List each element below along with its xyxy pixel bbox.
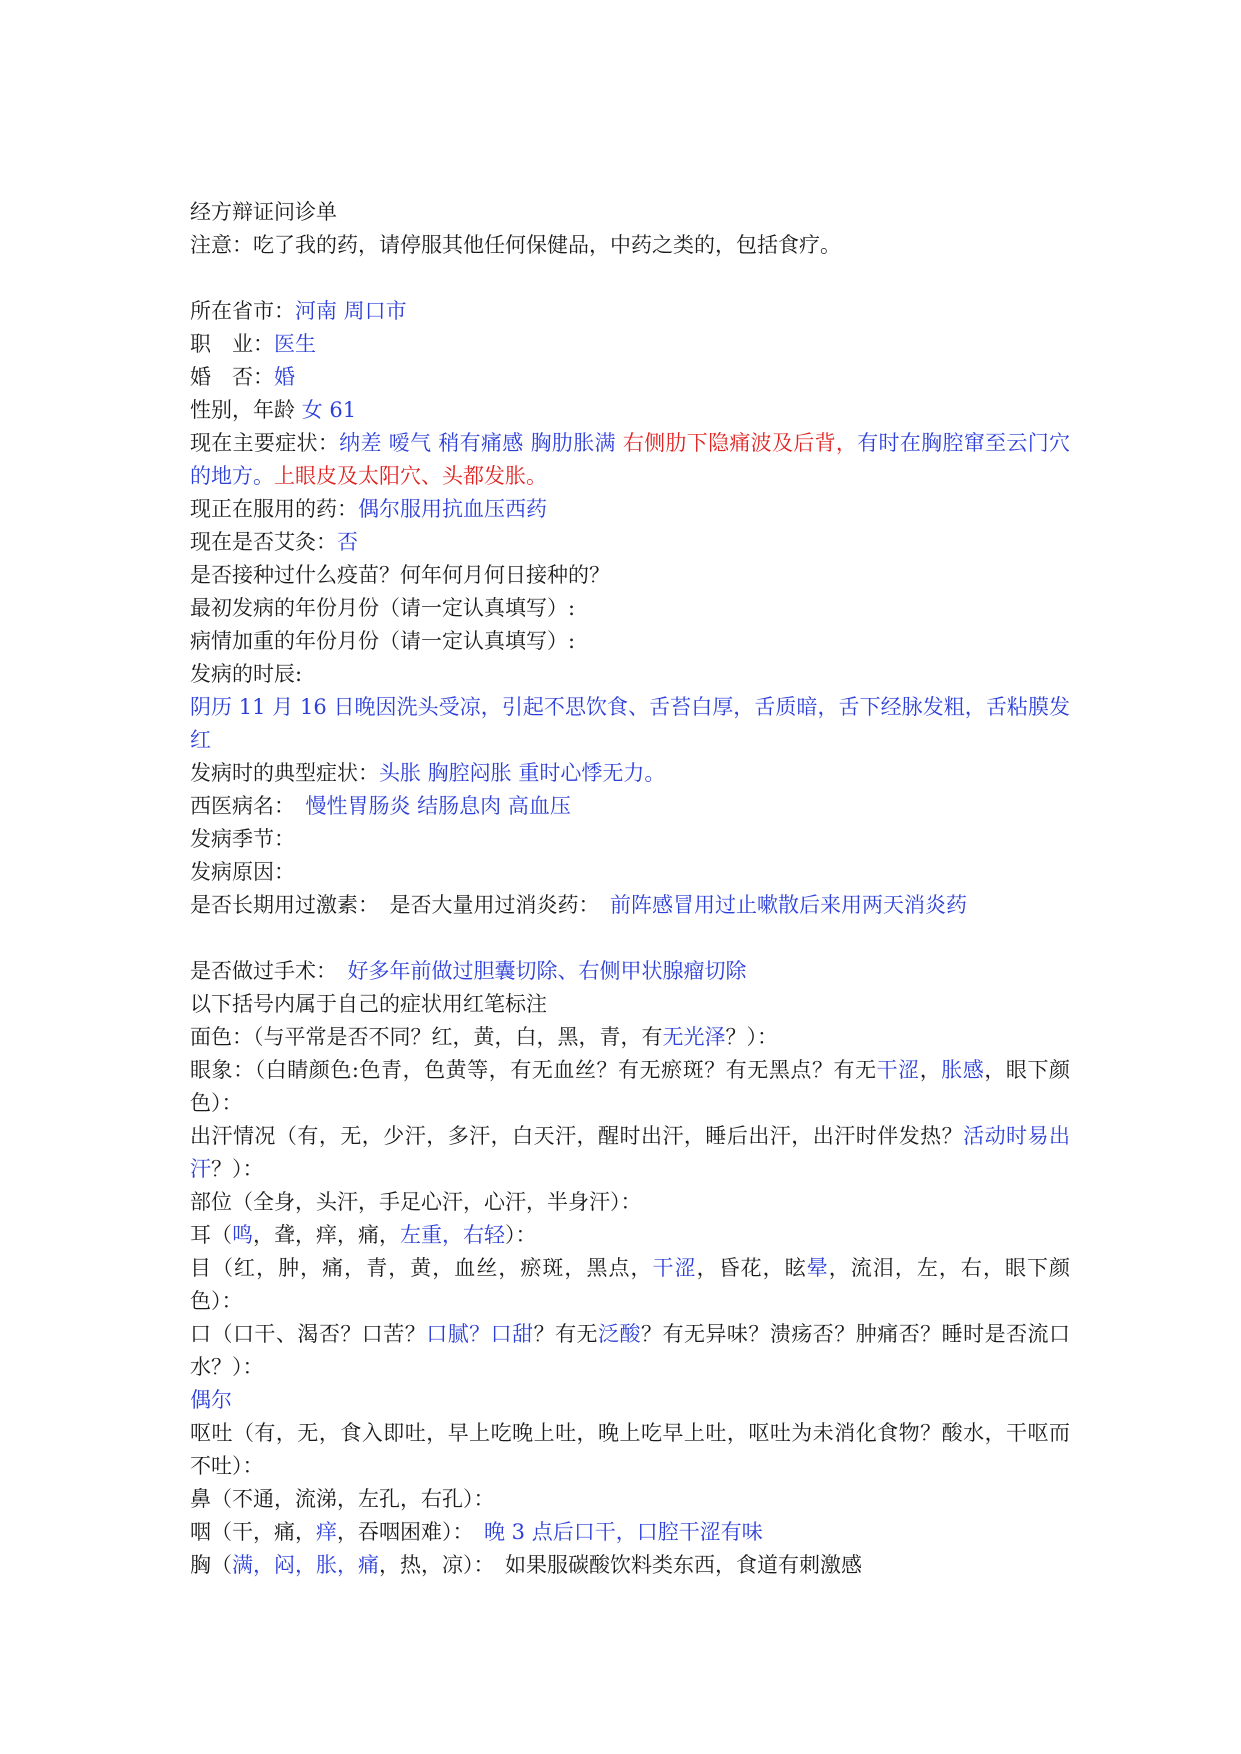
- question-text: 眼象：（白睛颜色:色青，色黄等，有无血丝？有无瘀斑？有无黑点？有无: [190, 1058, 877, 1082]
- question-text: ？）：: [211, 1157, 264, 1181]
- form-line: [190, 988, 1070, 1021]
- question-text: 鼻（不通，流涕，左孔，右孔）：: [190, 1487, 495, 1511]
- answer-text: 满，闷，胀，痛: [232, 1553, 379, 1577]
- answer-text: 纳差 嗳气 稍有痛感 胸肋胀满: [339, 431, 623, 455]
- blank-line: [190, 262, 1070, 295]
- question-text: 目（红，肿，痛，青，黄，血丝，瘀斑，黑点，: [190, 1256, 653, 1280]
- question-text: 面色：（与平常是否不同？红，黄，白，黑，青，有: [190, 1025, 663, 1049]
- answer-text: 右侧肋下隐痛波及后背，: [622, 431, 858, 455]
- answer-text: 慢性胃肠炎 结肠息肉 高血压: [305, 794, 571, 818]
- form-line: [190, 493, 1070, 526]
- question-text: ，昏花，眩: [696, 1256, 807, 1280]
- question-text: 现在是否艾灸：: [190, 530, 337, 554]
- answer-text: 前阵感冒用过止嗽散后来用两天消炎药: [610, 893, 967, 917]
- form-line: [190, 1384, 1070, 1417]
- question-text: 发病时的典型症状：: [190, 761, 379, 785]
- answer-text: 好多年前做过胆囊切除、右侧甲状腺瘤切除: [347, 959, 747, 983]
- question-text: 西医病名：: [190, 794, 306, 818]
- question-text: 是否做过手术：: [190, 959, 348, 983]
- question-text: 性别，年龄: [190, 398, 302, 422]
- answer-text: 干涩: [876, 1058, 920, 1082]
- form-line: [190, 1483, 1070, 1516]
- form-line: [190, 790, 1070, 823]
- answer-text: 上眼皮及太阳穴、头都发胀。: [274, 464, 547, 488]
- question-text: 现在主要症状：: [190, 431, 340, 455]
- question-text: 部位（全身，头汗，手足心汗，心汗，半身汗）：: [190, 1190, 642, 1214]
- form-line: [190, 1549, 1070, 1582]
- answer-text: 晚 3 点后口干，口腔干涩有味: [484, 1520, 763, 1544]
- question-text: 出汗情况（有，无，少汗，多汗，白天汗，醒时出汗，睡后出汗，出汗时伴发热？: [190, 1124, 964, 1148]
- question-text: ，吞咽困难）：: [337, 1520, 484, 1544]
- question-text: ，眼下颜色）：: [190, 1058, 1070, 1115]
- answer-text: 头胀 胸腔闷胀 重时心悸无力。: [379, 761, 666, 785]
- form-line: [190, 559, 1070, 592]
- question-text: 以下括号内属于自己的症状用红笔标注: [190, 992, 547, 1016]
- notice-text: 注意：吃了我的药，请停服其他任何保健品，中药之类的，包括食疗。: [190, 233, 841, 257]
- question-text: 呕吐（有，无，食入即吐，早上吃晚上吐，晚上吃早上吐，呕吐为未消化食物？酸水，干呕而不吐）：: [190, 1421, 1070, 1478]
- blank-line: [190, 922, 1070, 955]
- form-line: [190, 394, 1070, 427]
- question-text: ？）：: [725, 1025, 778, 1049]
- question-text: 胸（: [190, 1553, 232, 1577]
- form-line: [190, 856, 1070, 889]
- form-title: 经方辩证问诊单: [190, 200, 337, 224]
- question-text: 发病原因：: [190, 860, 295, 884]
- question-text: ，: [919, 1058, 942, 1082]
- form-line: [190, 1252, 1070, 1318]
- form-line: [190, 1516, 1070, 1549]
- question-text: ，流泪，左，右，眼下颜色）：: [190, 1256, 1071, 1313]
- form-line: [190, 1054, 1070, 1120]
- question-text: 现正在服用的药：: [190, 497, 358, 521]
- answer-text: 否: [337, 530, 358, 554]
- question-text: ？有无异味？溃疡否？肿痛否？睡时是否流口水？）：: [190, 1322, 1071, 1379]
- form-line: [190, 526, 1070, 559]
- form-line: [190, 592, 1070, 625]
- form-line: [190, 361, 1070, 394]
- question-text: ，聋，痒，痛，: [253, 1223, 400, 1247]
- consultation-form: [190, 196, 1070, 1582]
- form-line: [190, 328, 1070, 361]
- answer-text: 偶尔: [190, 1388, 232, 1412]
- question-text: ，热，凉）： 如果服碳酸饮料类东西，食道有刺激感: [379, 1553, 862, 1577]
- question-text: 发病的时辰:: [190, 662, 303, 686]
- form-line: [190, 1120, 1070, 1186]
- form-line: [190, 1318, 1070, 1384]
- form-line: [190, 691, 1070, 757]
- question-text: 是否接种过什么疫苗？何年何月何日接种的？: [190, 563, 610, 587]
- question-text: 是否长期用过激素： 是否大量用过消炎药：: [190, 893, 610, 917]
- question-text: ？有无: [533, 1322, 599, 1346]
- question-text: 婚 否：: [190, 365, 274, 389]
- answer-text: 活动时易出汗: [190, 1124, 1071, 1181]
- answer-text: 鸣: [232, 1223, 253, 1247]
- answer-text: 胀感: [941, 1058, 985, 1082]
- question-text: 咽（干，痛，: [190, 1520, 316, 1544]
- question-text: 口（口干、渴否？口苦？: [190, 1322, 427, 1346]
- answer-text: 医生: [274, 332, 316, 356]
- answer-text: 泛酸: [598, 1322, 641, 1346]
- form-line: [190, 658, 1070, 691]
- form-line: [190, 757, 1070, 790]
- form-lines: [190, 295, 1070, 1582]
- answer-text: 无光泽: [662, 1025, 726, 1049]
- form-line: [190, 1219, 1070, 1252]
- answer-text: 河南 周口市: [295, 299, 407, 323]
- question-text: 职 业：: [190, 332, 274, 356]
- question-text: 所在省市：: [190, 299, 295, 323]
- form-line: [190, 823, 1070, 856]
- form-line: [190, 427, 1070, 493]
- question-text: ）：: [505, 1223, 537, 1247]
- answer-text: 痒: [316, 1520, 337, 1544]
- answer-text: 晕: [806, 1256, 829, 1280]
- form-line: [190, 1417, 1070, 1483]
- answer-text: 左重，右轻: [400, 1223, 505, 1247]
- answer-text: 女 61: [301, 398, 357, 422]
- form-line: [190, 1186, 1070, 1219]
- answer-text: 有时在胸腔窜至云门穴的地方。: [190, 431, 1071, 488]
- question-text: 最初发病的年份月份（请一定认真填写）:: [190, 596, 576, 620]
- answer-text: 阴历 11 月 16 日晚因洗头受凉，引起不思饮食、舌苔白厚，舌质暗，舌下经脉发粗，舌粘膜发红: [190, 695, 1070, 752]
- answer-text: 干涩: [652, 1256, 697, 1280]
- question-text: 耳（: [190, 1223, 232, 1247]
- answer-text: 偶尔服用抗血压西药: [358, 497, 547, 521]
- form-line: [190, 1021, 1070, 1054]
- form-line: [190, 295, 1070, 328]
- question-text: 发病季节：: [190, 827, 295, 851]
- question-text: 病情加重的年份月份（请一定认真填写）:: [190, 629, 576, 653]
- form-line: [190, 889, 1070, 922]
- answer-text: 婚: [274, 365, 295, 389]
- form-line: [190, 625, 1070, 658]
- form-line: [190, 955, 1070, 988]
- answer-text: 口腻？口甜: [426, 1322, 534, 1346]
